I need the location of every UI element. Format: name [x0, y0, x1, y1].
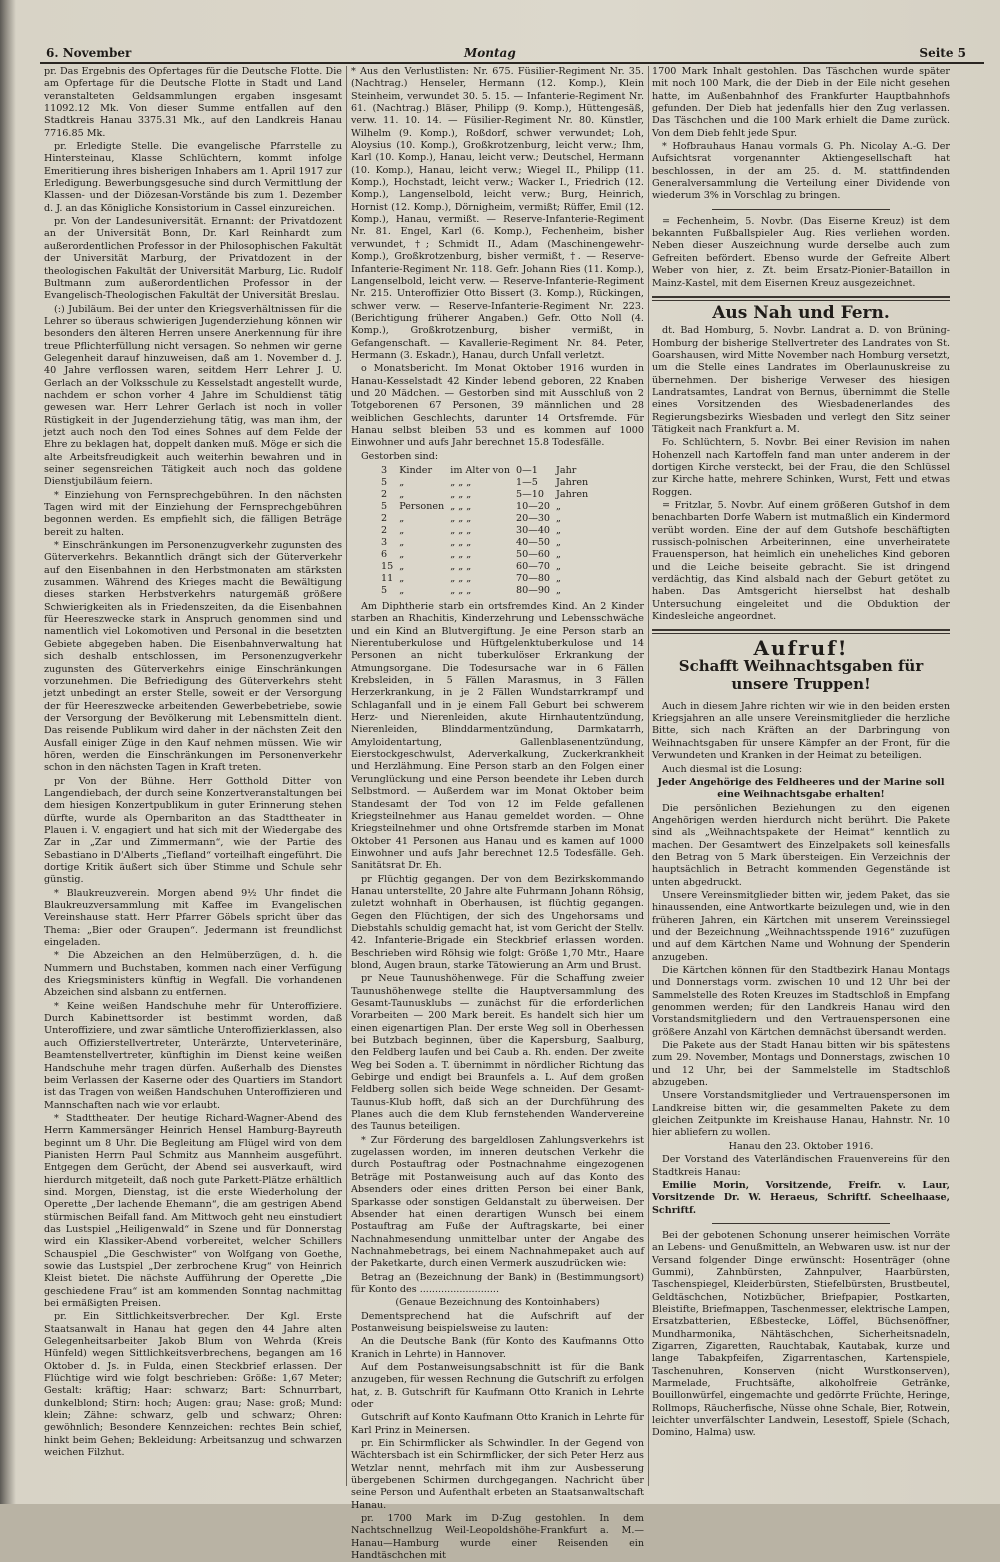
column-1	[44, 66, 342, 1486]
death-table-cell: „	[556, 525, 562, 536]
death-table-cell: 60—70	[516, 561, 551, 572]
death-table-cell: „	[399, 585, 405, 596]
death-table-cell: „	[556, 573, 562, 584]
article: dt. Bad Homburg, 5. Novbr. Landrat a. D. von Brüning-Homburg der bisherige Stellvertreter des Landrates von St. Goarshausen, wird Mitte November nach Homburg versetzt, um die Stelle eines Landrates im Oberlaunuskreise zu übernehmen. Der bisherige Verweser des hiesigen Landratsamtes, Landrat von Bernus, übernimmt die Stelle eines Vorsitzenden des Wiesbadenerlandes des Regierungsbezirks Wiesbaden und verlegt den Sitz seiner Tätigkeit nach Frankfurt a. M.	[652, 325, 950, 435]
death-table-cell: „	[556, 501, 562, 512]
death-table-cell: 50—60	[516, 549, 551, 560]
death-table-cell: „	[399, 573, 405, 584]
header-rule	[40, 62, 984, 64]
death-table-cell: 70—80	[516, 573, 551, 584]
death-table-cell: „	[399, 549, 405, 560]
death-table-cell: „	[556, 549, 562, 560]
death-table-cell: 1—5	[516, 477, 538, 488]
death-table-cell: 15	[381, 561, 394, 572]
appeal-paragraph: Die Kärtchen können für den Stadtbezirk Hanau Montags und Donnerstags vorm. zwischen 10 und 12 Uhr bei der Sammelstelle des Roten Kreuzes im Stadtschloß in Empfang genommen werden; für den Landkreis Hanau wird den Vorstandsmitgliedern und den Vertrauenspersonen eine größere Anzahl von Kärtchen demnächst übersandt werden.	[652, 965, 950, 1038]
death-table-row	[381, 501, 594, 513]
column-divider	[346, 66, 347, 1486]
appeal-title: Aufruf!	[753, 636, 849, 661]
article: * Hofbrauhaus Hanau vormals G. Ph. Nicolay A.-G. Der Aufsichtsrat vorgenannter Aktiengesellschaft hat beschlossen, in der am 25. d. M. stattfindenden Generalversammlung die Verteilung einer Dividende von wiederum 3% in Vorschlag zu bringen.	[652, 141, 950, 202]
death-table-row	[381, 525, 594, 537]
article: pr Flüchtig gegangen. Der von dem Bezirkskommando Hanau unterstellte, 20 Jahre alte Fuhrmann Johann Röhsig, zuletzt wohnhaft in Oberhausen, ist flüchtig gegangen. Gegen den Flüchtigen, der sich des Ungehorsams und Diebstahls schuldig gemacht hat, ist vom Gericht der Stellv. 42. Infanterie-Brigade ein Steckbrief erlassen worden. Beschrieben wird Röhsig wie folgt: Größe 1,70 Mtr., Haare blond, Augen braun, starke Tätowierung an Arm und Brust.	[351, 873, 644, 971]
death-table-cell: 5	[381, 477, 388, 488]
section-title: Aus Nah und Fern.	[712, 302, 890, 323]
divider	[652, 296, 950, 301]
death-table-cell: 3	[381, 537, 388, 548]
death-table-cell: „	[556, 537, 562, 548]
article: pr. Von der Landesuniversität. Ernannt: der Privatdozent an der Universität Bonn, Dr. Karl Reinhardt zum außerordentlichen Professor in der Philosophischen Fakultät der Universität Marburg, der Privatdozent in der theologischen Fakultät der Universität Marburg, Lic. Rudolf Bultmann zum außerordentlichen Professor in der Evangelisch-Theologischen Fakultät der Universität Breslau.	[44, 216, 342, 302]
article: * Keine weißen Handschuhe mehr für Unteroffiziere. Durch Kabinettsorder ist bestimmt worden, daß Unteroffiziere, und zwar sämtliche Unteroffizierklassen, also auch Offizierstellvertreter, Unterärzte, Unterveterinäre, Beamtenstellvertreter, künftighin im Dienst keine weißen Handschuhe mehr tragen dürfen. Außerhalb des Dienstes beim Verlassen der Kaserne oder des Quartiers im Standort ist das Tragen von weißen Handschuhen Unteroffizieren und Mannschaften nach wie vor erlaubt.	[44, 1000, 342, 1111]
appeal-date: Hanau den 23. Oktober 1916.	[728, 1140, 874, 1152]
death-table-row	[381, 513, 594, 525]
death-table-cell: im Alter von	[450, 465, 511, 476]
death-table-cell: „	[399, 537, 405, 548]
death-table-cell: 10—20	[516, 501, 551, 512]
death-table-row	[381, 465, 594, 477]
death-table-cell: Jahren	[556, 477, 589, 488]
death-table-cell: „ „ „	[450, 525, 472, 536]
death-table-cell: „	[556, 585, 562, 596]
article-example: Gutschrift auf Konto Kaufmann Otto Kranich in Lehrte für Karl Prinz in Meinersen.	[351, 1412, 644, 1436]
death-table-cell: 30—40	[516, 525, 551, 536]
death-table-cell: „	[399, 525, 405, 536]
article: Auf dem Postanweisungsabschnitt ist für die Bank anzugeben, für wessen Rechnung die Gutschrift zu erfolgen hat, z. B. Gutschrift für Kaufmann Otto Kranich in Lehrte oder	[351, 1361, 644, 1410]
appeal-motto: Jeder Angehörige des Feldheeres und der Marine soll eine Weihnachtsgabe erhalten!	[657, 776, 945, 801]
death-table-row	[381, 573, 594, 585]
death-table-cell: „	[556, 513, 562, 524]
article: pr. 1700 Mark im D-Zug gestohlen. In dem Nachtschnellzug Weil-Leopoldshöhe-Frankfurt a. M.—Hanau—Hamburg wurde einer Reisenden ein Handtäschchen mit	[351, 1513, 644, 1562]
article-example: Betrag an (Bezeichnung der Bank) in (Bestimmungsort) für Konto des ..........................	[351, 1271, 644, 1295]
article: = Fechenheim, 5. Novbr. (Das Eiserne Kreuz) ist dem bekannten Fußballspieler Aug. Ries verliehen worden. Neben dieser Auszeichnung wurde derselbe auch zum Gefreiten befördert. Ebenso wurde der Gefreite Albert Weber von hier, z. Zt. beim Ersatz-Pionier-Bataillon in Mainz-Kastel, mit dem Eisernen Kreuz ausgezeichnet.	[652, 215, 950, 289]
article: * Einschränkungen im Personenzugverkehr zugunsten des Güterverkehrs. Bekanntlich drängt sich der Güterverkehr auf den Eisenbahnen in den Herbstmonaten am stärksten zusammen. Während des Krieges macht die Bewältigung dieses starken Herbstverkehrs naturgemäß größere Schwierigkeiten als in Friedenszeiten, da die Eisenbahnen für Heereszwecke stark in Anspruch genommen sind und namentlich viel Lokomotiven und Personal in die besetzten Gebiete abgegeben haben. Die Eisenbahnverwaltung hat sich deshalb entschlossen, im Personenzugverkehr zugunsten des Güterverkehrs einige Einschränkungen vorzunehmen. Die Befriedigung des Güterverkehrs steht jetzt unbedingt an erster Stelle, soweit er der Versorgung der für Heereszwecke arbeitenden Gewerbebetriebe, sowie der Versorgung der Bevölkerung mit Lebensmitteln dient. Das reisende Publikum wird daher in der nächsten Zeit den Ausfall einiger Züge in den Kauf nehmen müssen. Wie wir hören, werden die Einschränkungen im Personenverkehr schon in den nächsten Tagen in Kraft treten.	[44, 540, 342, 774]
article: = Fritzlar, 5. Novbr. Auf einem größeren Gutshof in dem benachbarten Dorfe Wabern ist mutmaßlich ein Kindermord verübt worden. Eine der auf dem Gutshofe beschäftigten russisch-polnischen Arbeiterinnen, eine unverheiratete Frauensperson, hat heimlich ein uneheliches Kind geboren und die Leiche beiseite gebracht. Sie ist dringend verdächtig, das Kind alsbald nach der Geburt getötet zu haben. Das Amtsgericht hierselbst hat deshalb Untersuchung eingeleitet und die Obduktion der Kindesleiche angeordnet.	[652, 500, 950, 623]
header-date: 6. November	[46, 46, 132, 60]
appeal-paragraph: Auch diesmal ist die Losung:	[662, 763, 803, 775]
death-table-cell: „	[399, 477, 405, 488]
article: * Einziehung von Fernsprechgebühren. In den nächsten Tagen wird mit der Einziehung der Fernsprechgebühren begonnen werden. Es empfiehlt sich, die fälligen Beträge bereit zu halten.	[44, 489, 342, 538]
death-table-cell: 2	[381, 513, 388, 524]
death-table-cell: 0—1	[516, 465, 538, 476]
article: pr. Ein Sittlichkeitsverbrecher. Der Kgl. Erste Staatsanwalt in Hanau hat gegen den 44 Jahre alten Gelegenheitsarbeiter Jakob Blum von Wehrda (Kreis Hünfeld) wegen Sittlichkeitsverbrechens, begangen am 16 Oktober d. Js. in Fulda, einen Steckbrief erlassen. Der Flüchtige wird wie folgt beschrieben: Größe: 1,67 Meter; Gestalt: kräftig; Haar: schwarz; Bart: Schnurrbart, dunkelblond; Stirn: hoch; Augen: grau; Nase: groß; Mund: klein; Zähne: schwarz, gelb und schwarz; Ohren: gewöhnlich; Besondere Kennzeichen: rechtes Bein schief, hinkt beim Gehen; Bekleidung: Arbeitsanzug und schwarzen weichen Filzhut.	[44, 1311, 342, 1459]
death-table-cell: „	[399, 513, 405, 524]
article: pr Von der Bühne. Herr Gotthold Ditter von Langendiebach, der durch seine Konzertveranstaltungen bei dem hiesigen Konzertpublikum in guter Erinnerung stehen dürfte, wurde als Opernbariton an das Stadttheater in Plauen i. V. engagiert und hat sich mit der Wiedergabe des Zar in „Zar und Zimmermann“, wie der Partie des Sebastiano in D'Alberts „Tiefland“ vorteilhaft eingeführt. Die dortige Kritik äußert sich über Stimme und Schule sehr günstig.	[44, 775, 342, 886]
divider	[712, 209, 891, 210]
article: * Stadttheater. Der heutige Richard-Wagner-Abend des Herrn Kammersänger Heinrich Hensel Hamburg-Bayreuth beginnt um 8 Uhr. Die Begleitung am Flügel wird von dem Pianisten Herrn Paul Schmitz aus Mannheim ausgeführt. Entgegen dem Gerücht, der Abend sei ausverkauft, wird hierdurch mitgeteilt, daß noch gute Parkett-Plätze erhältlich sind. Morgen, Dienstag, ist die erste Wiederholung der Operette „Der lachende Ehemann“, die am gestrigen Abend stürmischen Beifall fand. Am Mittwoch geht neu einstudiert das Lustspiel „Heiligenwald“ in Szene und für Donnerstag wird ein Klassiker-Abend vorbereitet, welcher Schillers Schauspiel „Die Geschwister“ von Wolfgang von Goethe, sowie das Lustspiel „Der zerbrochene Krug“ von Heinrich Kleist bietet. Die nächste Aufführung der Operette „Die geschiedene Frau“ ist am kommenden Sonntag nachmittag bei ermäßigten Preisen.	[44, 1112, 342, 1310]
divider	[712, 1223, 891, 1224]
death-table-cell: „ „ „	[450, 561, 472, 572]
death-table-cell: 20—30	[516, 513, 551, 524]
death-table-row	[381, 549, 594, 561]
column-divider	[648, 66, 649, 1486]
article: pr Neue Taunushöhenwege. Für die Schaffung zweier Taunushöhenwege stellte die Hauptversammlung des Gesamt-Taunusklubs — zunächst für die erforderlichen Vorarbeiten — 200 Mark bereit. Es handelt sich hier um einen eigenartigen Plan. Der erste Weg soll in Oberhessen bei Butzbach beginnen, über die Kapersburg, Saalburg, den Feldberg laufen und bei Caub a. Rh. enden. Der zweite Weg bei Soden a. T. übernimmt in nördlicher Richtung das Gebirge und endigt bei Braunfels a. L. Auf dem großen Feldberg sollen sich beide Wege schneiden. Der Gesamt-Taunus-Klub hofft, daß sich an der Durchführung des Planes auch die dem Klub fernstehenden Wandervereine des Taunus beteiligen.	[351, 973, 644, 1133]
article: * Zur Förderung des bargeldlosen Zahlungsverkehrs ist zugelassen worden, im inneren deutschen Verkehr die durch Postauftrag oder Postnachnahme eingezogenen Beträge mit Postanweisung auch auf das Konto des Absenders oder eines dritten Person bei einer Bank, Sparkasse oder sonstigen Geldanstalt zu überweisen. Der Absender hat einen derartigen Wunsch bei einem Postauftrag am Fuße der Auftragskarte, bei einer Nachnahmesendung unmittelbar unter der Angabe des Nachnahmebetrags, bei einem Nachnahmepaket auch auf der Paketkarte, durch einen Vermerk auszudrücken wie:	[351, 1134, 644, 1270]
divider	[652, 629, 950, 634]
article: (:) Jubiläum. Bei der unter den Kriegsverhältnissen für die Lehrer so überaus schwierigen Jugenderziehung können wir besonders den älteren Herren unsere Anerkennung für ihre treue Pflichterfüllung nicht versagen. So nehmen wir gerne Gelegenheit darauf hinzuweisen, daß am 1. November d. J. 40 Jahre verflossen waren, seitdem Herr Lehrer J. U. Gerlach an der Volksschule zu Kesselstadt angestellt wurde, nachdem er schon vorher 4 Jahre im Schuldienst tätig gewesen war. Herr Lehrer Gerlach ist noch in voller Rüstigkeit in der Jugenderziehung tätig, was man ihm, der jetzt auch noch den Tod eines Sohnes auf dem Felde der Ehre zu beklagen hat, doppelt danken muß. Möge er sich die alte Arbeitsfreudigkeit auch weiterhin bewahren und in seiner segensreichen Tätigkeit auch noch das goldene Dienstjubiläum feiern.	[44, 303, 342, 488]
appeal-paragraph: Die Pakete aus der Stadt Hanau bitten wir bis spätestens zum 29. November, Montags und Donnerstags, zwischen 10 und 12 Uhr, bei der Sammelstelle im Stadtschloß abzugeben.	[652, 1040, 950, 1089]
article: pr. Ein Schirmflicker als Schwindler. In der Gegend von Wächtersbach ist ein Schirmflicker, der sich Peter Herz aus Wetzlar nennt, mehrfach mit ihm zur Ausbesserung übergebenen Schirmen durchgegangen. Nachricht über seine Person und Aufenthalt erbeten an Staatsanwaltschaft Hanau.	[351, 1438, 644, 1511]
article: * Aus den Verlustlisten: Nr. 675. Füsilier-Regiment Nr. 35. (Nachtrag.) Henseler, Hermann (12. Komp.), Klein Steinheim, verwundet 30. 5. 15. — Infanterie-Regiment Nr. 61. (Nachtrag.) Bläser, Philipp (9. Komp.), Hüttengesäß, verw. 11. 10. 14. — Füsilier-Regiment Nr. 80. Künstler, Wilhelm (9. Komp.), Roßdorf, schwer verwundet; Loh, Aloysius (10. Komp.), Großkrotzenburg, leicht verw.; Ihm, Karl (10. Komp.), Hanau, leicht verw.; Deutschel, Hermann (10. Komp.), Hanau, leicht verw.; Wiegel II., Philipp (11. Komp.), Hochstadt, leicht verw.; Wacker I., Friedrich (12. Komp.), Langenselbold, leicht verw.; Burg, Heinrich, Hornist (12. Komp.), Dörnigheim, vermißt; Rüffer, Emil (12. Komp.), Hanau, vermißt. — Reserve-Infanterie-Regiment Nr. 81. Engel, Karl (6. Komp.), Fechenheim, bisher verwundet, †; Schmidt II., Adam (Maschinengewehr-Komp.), Großkrotzenburg, bisher vermißt, †. — Reserve-Infanterie-Regiment Nr. 118. Gefr. Johann Ries (11. Komp.), Langenselbold, leicht verw. — Reserve-Infanterie-Regiment Nr. 215. Unteroffizier Otto Bissert (3. Komp.), Rückingen, schwer verw. — Reserve-Infanterie-Regiment Nr. 223. (Berichtigung früherer Angaben.) Gefr. Otto Noll (4. Komp.), Großkrotzenburg, bisher vermißt, in Gefangenschaft. — Kavallerie-Regiment Nr. 84. Peter, Hermann (3. Eskadr.), Hanau, durch Unfall verletzt.	[351, 66, 644, 361]
article: * Die Abzeichen an den Helmüberzügen, d. h. die Nummern und Buchstaben, kommen nach einer Verfügung des Kriegsministers künftig in Wegfall. Die vorhandenen Abzeichen sind alsbann zu entfernen.	[44, 950, 342, 999]
death-table-row	[381, 537, 594, 549]
death-table-cell: „	[399, 561, 405, 572]
death-table-cell: 2	[381, 525, 388, 536]
death-table-cell: Kinder	[399, 465, 433, 476]
appeal-paragraph: Unsere Vereinsmitglieder bitten wir, jedem Paket, das sie hinaussenden, eine Antwortkarte beizulegen und, wie in den früheren Jahren, ein Kärtchen mit unserem Vereinssiegel und der Bezeichnung „Weihnachtsspende 1916“ zuzufügen und auf dem Kärtchen Name und Wohnung der Spenderin anzugeben.	[652, 889, 950, 963]
header-day: Montag	[464, 46, 516, 60]
article: o Monatsbericht. Im Monat Oktober 1916 wurden in Hanau-Kesselstadt 42 Kinder lebend geboren, 22 Knaben und 20 Mädchen. — Gestorben sind mit Ausschluß von 2 Totgeborenen 67 Personen, 39 männlichen und 28 weiblichen Geschlechts, darunter 14 Ortsfremde. Für Hanau selbst bleiben 53 und es kommen auf 1000 Einwohner und aufs Jahr berechnet 15.8 Todesfälle.	[351, 363, 644, 449]
death-table-cell: 80—90	[516, 585, 551, 596]
article: pr. Erledigte Stelle. Die evangelische Pfarrstelle zu Hintersteinau, Klasse Schlüchtern, kommt infolge Emeritierung ihres bisherigen Inhabers am 1. April 1917 zur Erledigung. Bewerbungsgesuche sind durch Vermittlung der Klassen- und der Diözesan-Vorstände bis zum 1. Dezember d. J. an das Königliche Konsistorium in Cassel einzureichen.	[44, 141, 342, 214]
gift-list: Bei der gebotenen Schonung unserer heimischen Vorräte an Lebens- und Genußmitteln, an Webwaren usw. ist nur der Versand folgender Dinge erwünscht: Hosenträger (ohne Gummi), Zahnbürsten, Zahnpulver, Haarbürsten, Taschenspiegel, Kleiderbürsten, Stiefelbürsten, Brustbeutel, Geldtäschchen, Notizbücher, Briefpapier, Postkarten, Bleistifte, Briefmappen, Taschenmesser, elektrische Lampen, Ersatzbatterien, Eßbestecke, Löffel, Büchsenöffner, Mundharmonika, Nähtäschchen, Sicherheitsnadeln, Zigarren, Zigaretten, Rauchtabak, Kautabak, kurze und lange Tabakpfeifen, Zigarrentaschen, Kartenspiele, Taschenuhren, Konserven (nicht Wurstkonserven), Marmelade, Fruchtsäfte, alkoholfreie Getränke, Bouillonwürfel, eingemachte und gedörrte Früchte, Heringe, Rollmops, Räucherfische, Nüsse ohne Schale, Bier, Rotwein, leichter unverfälschter Landwein, Lesestoff, Spiele (Schach, Domino, Halma) usw.	[652, 1229, 950, 1439]
article: pr. Das Ergebnis des Opfertages für die Deutsche Flotte. Die am Opfertage für die Deutsche Flotte in Stadt und Land veranstalteten Geldsammlungen ergaben insgesamt 11092.12 Mk. Von dieser Summe entfallen auf den Stadtkreis Hanau 3375.31 Mk., auf den Landkreis Hanau 7716.85 Mk.	[44, 66, 342, 139]
death-table-cell: 40—50	[516, 537, 551, 548]
death-table-cell: „	[399, 489, 405, 500]
death-table-cell: 3	[381, 465, 388, 476]
death-table-cell: „	[556, 561, 562, 572]
death-table-cell: 11	[381, 573, 394, 584]
article-example: (Genaue Bezeichnung des Kontoinhabers)	[395, 1297, 600, 1309]
appeal-subtitle: Schafft Weihnachtsgaben für unsere Truppen!	[678, 656, 924, 693]
article: 1700 Mark Inhalt gestohlen. Das Täschchen wurde später mit noch 100 Mark, die der Dieb in der Eile nicht gesehen hatte, im Außenbahnhof des Frankfurter Hauptbahnhofs gefunden. Der Dieb hat jedenfalls hier den Zug verlassen. Das Täschchen und die 100 Mark erhielt die Dame zurück. Von dem Dieb fehlt jede Spur.	[652, 66, 950, 139]
appeal-paragraph: Unsere Vorstandsmitglieder und Vertrauenspersonen im Landkreise bitten wir, die gesammelten Pakete zu dem gleichen Zeitpunkte im Kreishause Hanau, Hahnstr. Nr. 10 hier abliefern zu wollen.	[652, 1090, 950, 1139]
death-table-cell: „ „ „	[450, 489, 472, 500]
table-caption: Gestorben sind:	[361, 450, 439, 462]
appeal-signers: Emilie Morin, Vorsitzende, Freifr. v. Laur, Vorsitzende Dr. W. Heraeus, Schriftf. Scheelhaase, Schriftf.	[652, 1179, 950, 1216]
death-table-cell: 5	[381, 585, 388, 596]
article-example: An die Deutsche Bank (für Konto des Kaufmanns Otto Kranich in Lehrte) in Hannover.	[351, 1336, 644, 1360]
column-3	[652, 66, 950, 1486]
death-table-cell: „ „ „	[450, 585, 472, 596]
death-table	[381, 465, 594, 597]
death-table-cell: „ „ „	[450, 573, 472, 584]
death-table-row	[381, 561, 594, 573]
death-table-row	[381, 585, 594, 597]
death-table-cell: „ „ „	[450, 501, 472, 512]
death-table-cell: „ „ „	[450, 477, 472, 488]
death-table-cell: 5	[381, 501, 388, 512]
death-table-row	[381, 477, 594, 489]
appeal-paragraph: Auch in diesem Jahre richten wir wie in den beiden ersten Kriegsjahren an alle unsere Vereinsmitglieder die herzliche Bitte, sich nach Kräften an der Darbringung von Weihnachtsgaben für unsere Kämpfer an der Front, für die Verwundeten und Kranken in der Heimat zu beteiligen.	[652, 700, 950, 762]
appeal-paragraph: Die persönlichen Beziehungen zu den eigenen Angehörigen werden hierdurch nicht berührt. Die Pakete sind als „Weihnachtspakete der Heimat“ kenntlich zu machen. Der Gesamtwert des Einzelpakets soll keinesfalls den Betrag von 5 Mark übersteigen. Ein Verzeichnis der hauptsächlich in Betracht kommenden Gegenstände ist unten abgedruckt.	[652, 802, 950, 888]
article: Dementsprechend hat die Aufschrift auf der Postanweisung beispielsweise zu lauten:	[351, 1310, 644, 1334]
header-page-number: Seite 5	[919, 46, 966, 60]
death-table-cell: Jahren	[556, 489, 589, 500]
article: * Blaukreuzverein. Morgen abend 9½ Uhr findet die Blaukreuzversammlung mit Kaffee im Evangelischen Vereinshause statt. Herr Pfarrer Göbels spricht über das Thema: „Bier oder Graupen“. Jedermann ist freundlichst eingeladen.	[44, 887, 342, 949]
appeal-organization: Der Vorstand des Vaterländischen Frauenvereins für den Stadtkreis Hanau:	[652, 1154, 950, 1178]
death-table-cell: „ „ „	[450, 537, 472, 548]
death-table-cell: 6	[381, 549, 388, 560]
article: Am Diphtherie starb ein ortsfremdes Kind. An 2 Kinder starben an Rhachitis, Kinderzehrung und Lebensschwäche und ein Kind an Blutvergiftung. Je eine Person starb an Nierentuberkulose und Hüftgelenktuberkulose und 14 Personen an nicht tuberkulöser Erkrankung der Atmungsorgane. Die Todesursache war in 6 Fällen Krebsleiden, in 5 Fällen Marasmus, in 3 Fällen Herzerkrankung, in je 2 Fällen Wundstarrkrampf und Schlaganfall und in je einem Fall Geburt bei schwerem Herz- und Nierenleiden, akute Hirnhautentzündung, Nierenleiden, Blinddarmentzündung, Darmkatarrh, Amyloidentartung, Gallenblasenentzündung, Eierstockgeschwulst, Aderverkalkung, Zuckerkrankheit und Herzlähmung. Eine Person starb an den Folgen einer Verunglückung und eine Person beendete ihr Leben durch Selbstmord. — Außerdem war im Monat Oktober beim Standesamt der Tod von 12 im Felde gefallenen Kriegsteilnehmer aus Hanau gemeldet worden. — Ohne Kriegsteilnehmer und ohne Ortsfremde starben im Monat Oktober 41 Personen aus Hanau und es kamen auf 1000 Einwohner und aufs Jahr berechnet 12.5 Todesfälle. Geh. Sanitätsrat Dr. Eh.	[351, 601, 644, 872]
death-table-cell: 2	[381, 489, 388, 500]
death-table-cell: 5—10	[516, 489, 544, 500]
death-table-cell: „ „ „	[450, 549, 472, 560]
article: Fo. Schlüchtern, 5. Novbr. Bei einer Revision im nahen Hohenzell nach Kartoffeln fand man unter anderem in der dortigen Kirche versteckt, bei der Frau, die den Schlüssel zur Kirche hatte, mehrere Schinken, Wurst, Fett und etwas Roggen.	[652, 437, 950, 498]
death-table-row	[381, 489, 594, 501]
page-header	[24, 44, 984, 64]
death-table-cell: „ „ „	[450, 513, 472, 524]
death-table-cell: Jahr	[556, 465, 577, 476]
death-table-cell: Personen	[399, 501, 445, 512]
column-2	[351, 66, 644, 1562]
